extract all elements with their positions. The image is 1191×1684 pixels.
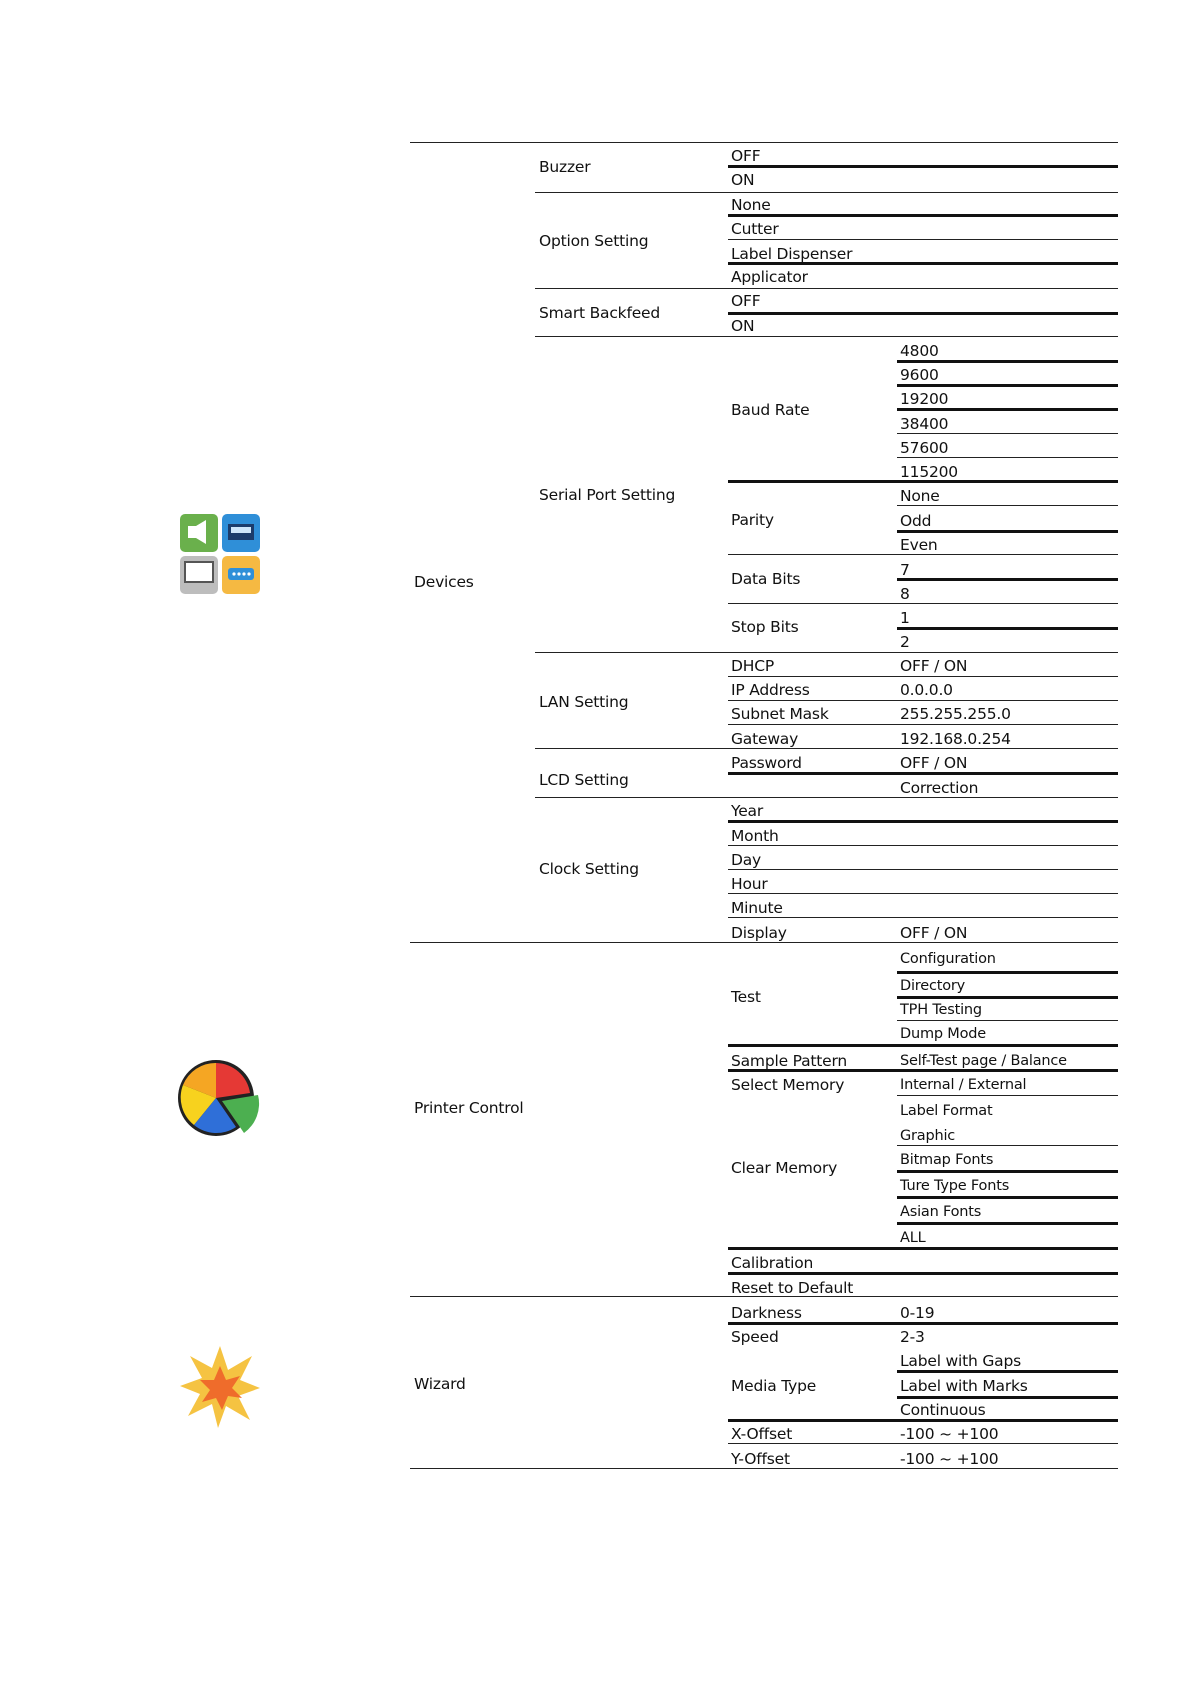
subgroup-label-parity: Parity: [731, 511, 774, 529]
group-separator: [535, 288, 1118, 289]
value-separator: [897, 1095, 1118, 1096]
clear-memory-value: Bitmap Fonts: [900, 1152, 994, 1168]
lan-value-ip: 0.0.0.0: [900, 681, 953, 699]
row-separator: [728, 1044, 1118, 1047]
value-separator: [897, 578, 1118, 581]
value-separator: [897, 627, 1118, 630]
printer-item-calibration: Calibration: [731, 1254, 814, 1272]
option-value: None: [731, 196, 771, 214]
lan-item-ip-address: IP Address: [731, 681, 810, 699]
clear-memory-value: Ture Type Fonts: [900, 1178, 1010, 1194]
group-label-option-setting: Option Setting: [539, 232, 649, 250]
test-value: Dump Mode: [900, 1026, 987, 1042]
lan-value-gateway: 192.168.0.254: [900, 730, 1011, 748]
printer-item-select-memory: Select Memory: [731, 1076, 845, 1094]
section-separator: [410, 142, 1118, 143]
baud-value: 19200: [900, 390, 949, 408]
lcd-value-password: OFF / ON: [900, 754, 968, 772]
row-separator: [728, 845, 1118, 846]
value-separator: [897, 384, 1118, 387]
value-separator: [897, 1396, 1118, 1399]
stop-bits-value: 1: [900, 609, 910, 627]
speed-value: 2-3: [900, 1328, 925, 1346]
clock-item: Display: [731, 924, 787, 942]
printer-control-icon: [176, 1055, 266, 1141]
value-separator: [897, 408, 1118, 411]
clock-value-display: OFF / ON: [900, 924, 968, 942]
group-separator: [535, 192, 1118, 193]
wizard-item-y-offset: Y-Offset: [731, 1450, 790, 1468]
row-separator: [728, 676, 1118, 677]
clock-item: Hour: [731, 875, 768, 893]
row-separator: [728, 214, 1118, 217]
lan-item-dhcp: DHCP: [731, 657, 774, 675]
option-value: OFF: [731, 292, 761, 310]
wizard-icon: [178, 1344, 262, 1430]
row-separator: [728, 893, 1118, 894]
row-separator: [728, 772, 1118, 775]
printer-item-clear-memory: Clear Memory: [731, 1159, 838, 1177]
value-separator: [897, 457, 1118, 458]
row-separator: [728, 1322, 1118, 1325]
baud-value: 9600: [900, 366, 939, 384]
parity-value: Odd: [900, 512, 932, 530]
sample-pattern-value: Self-Test page / Balance: [900, 1053, 1067, 1069]
section-label-wizard: Wizard: [414, 1375, 466, 1393]
clear-memory-value: Label Format: [900, 1103, 993, 1119]
group-label-serial-port: Serial Port Setting: [539, 486, 676, 504]
wizard-item-media-type: Media Type: [731, 1377, 817, 1395]
row-separator: [728, 700, 1118, 701]
option-value: OFF: [731, 147, 761, 165]
row-separator: [728, 869, 1118, 870]
value-separator: [897, 1196, 1118, 1199]
row-separator: [728, 312, 1118, 315]
clear-memory-value: Graphic: [900, 1128, 956, 1144]
group-label-clock-setting: Clock Setting: [539, 860, 639, 878]
group-separator: [535, 652, 1118, 653]
darkness-value: 0-19: [900, 1304, 935, 1322]
section-separator: [410, 942, 1118, 943]
value-separator: [897, 1020, 1118, 1021]
row-separator: [728, 1247, 1118, 1250]
media-type-value: Label with Marks: [900, 1377, 1028, 1395]
value-separator: [897, 1170, 1118, 1173]
group-separator: [535, 336, 1118, 337]
value-separator: [897, 1370, 1118, 1373]
value-separator: [897, 971, 1118, 974]
clear-memory-value: Asian Fonts: [900, 1204, 982, 1220]
lcd-value-correction: Correction: [900, 779, 979, 797]
clock-item: Year: [731, 802, 764, 820]
y-offset-value: -100 ~ +100: [900, 1450, 999, 1468]
group-separator: [535, 797, 1118, 798]
value-separator: [897, 1222, 1118, 1225]
clock-item: Day: [731, 851, 762, 869]
group-label-smart-backfeed: Smart Backfeed: [539, 304, 661, 322]
x-offset-value: -100 ~ +100: [900, 1425, 999, 1443]
clear-memory-value: ALL: [900, 1230, 926, 1246]
wizard-item-x-offset: X-Offset: [731, 1425, 793, 1443]
wizard-item-speed: Speed: [731, 1328, 779, 1346]
printer-item-test: Test: [731, 988, 761, 1006]
lan-item-gateway: Gateway: [731, 730, 799, 748]
value-separator: [897, 996, 1118, 999]
printer-item-reset: Reset to Default: [731, 1279, 854, 1297]
option-value: Label Dispenser: [731, 245, 853, 263]
value-separator: [897, 1145, 1118, 1146]
media-type-value: Continuous: [900, 1401, 986, 1419]
row-separator: [728, 1443, 1118, 1444]
section-separator: [410, 1468, 1118, 1469]
devices-icon: [178, 512, 264, 598]
test-value: Configuration: [900, 951, 996, 967]
group-separator: [535, 748, 1118, 749]
row-separator: [728, 917, 1118, 918]
row-separator: [728, 239, 1118, 240]
row-separator: [728, 1419, 1118, 1422]
data-bits-value: 8: [900, 585, 910, 603]
select-memory-value: Internal / External: [900, 1077, 1027, 1093]
section-label-printer-control: Printer Control: [414, 1099, 524, 1117]
printer-item-sample-pattern: Sample Pattern: [731, 1052, 848, 1070]
lan-item-subnet-mask: Subnet Mask: [731, 705, 829, 723]
value-separator: [897, 433, 1118, 434]
baud-value: 4800: [900, 342, 939, 360]
parity-value: Even: [900, 536, 938, 554]
subgroup-label-data-bits: Data Bits: [731, 570, 801, 588]
lan-value-dhcp: OFF / ON: [900, 657, 968, 675]
stop-bits-value: 2: [900, 633, 910, 651]
row-separator: [728, 603, 1118, 604]
parity-value: None: [900, 487, 940, 505]
option-value: ON: [731, 317, 755, 335]
group-label-lan-setting: LAN Setting: [539, 693, 629, 711]
option-value: Cutter: [731, 220, 779, 238]
baud-value: 57600: [900, 439, 949, 457]
wizard-item-darkness: Darkness: [731, 1304, 802, 1322]
media-type-value: Label with Gaps: [900, 1352, 1021, 1370]
row-separator: [728, 820, 1118, 823]
option-value: Applicator: [731, 268, 808, 286]
row-separator: [728, 554, 1118, 555]
value-separator: [897, 360, 1118, 363]
lan-value-subnet: 255.255.255.0: [900, 705, 1011, 723]
value-separator: [897, 530, 1118, 533]
subgroup-label-stop-bits: Stop Bits: [731, 618, 799, 636]
clock-item: Minute: [731, 899, 783, 917]
baud-value: 38400: [900, 415, 949, 433]
group-label-buzzer: Buzzer: [539, 158, 591, 176]
option-value: ON: [731, 171, 755, 189]
test-value: Directory: [900, 978, 966, 994]
subgroup-label-baud-rate: Baud Rate: [731, 401, 810, 419]
section-label-devices: Devices: [414, 573, 474, 591]
row-separator: [728, 1272, 1118, 1275]
group-label-lcd-setting: LCD Setting: [539, 771, 629, 789]
test-value: TPH Testing: [900, 1002, 982, 1018]
clock-item: Month: [731, 827, 779, 845]
row-separator: [728, 165, 1118, 168]
value-separator: [897, 505, 1118, 506]
row-separator: [728, 724, 1118, 725]
lcd-item-password: Password: [731, 754, 802, 772]
baud-value: 115200: [900, 463, 958, 481]
data-bits-value: 7: [900, 561, 910, 579]
